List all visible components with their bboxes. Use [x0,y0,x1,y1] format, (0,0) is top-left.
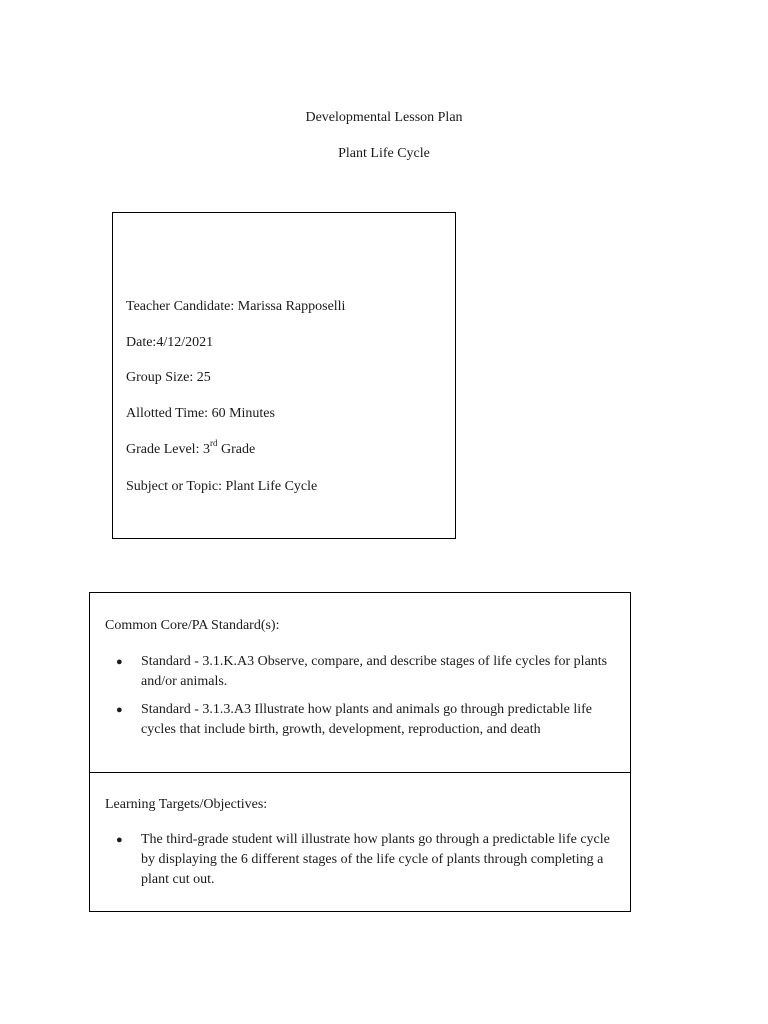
lesson-date: Date:4/12/2021 [126,335,214,350]
teacher-candidate: Teacher Candidate: Marissa Rapposelli [126,299,346,314]
standards-heading: Common Core/PA Standard(s): [105,618,280,633]
standards-objectives-table [89,592,631,912]
grade-level-suffix: Grade [217,442,256,457]
document-subtitle: Plant Life Cycle [338,146,430,161]
standard-text: Standard - 3.1.3.A3 Illustrate how plants and animals go through predictable life cycles that include birth, growth, development, reproduction, and death [141,702,593,737]
allotted-time: Allotted Time: 60 Minutes [126,406,275,421]
document-title: Developmental Lesson Plan [305,110,463,125]
objectives-heading: Learning Targets/Objectives: [105,797,268,812]
bullet-icon: ● [116,704,123,716]
grade-level-prefix: Grade Level: 3 [126,442,210,457]
group-size: Group Size: 25 [126,370,211,385]
objective-text: The third-grade student will illustrate how plants go through a predictable life cycle by displaying the 6 different stages of the life cycle of plants through completing a plant cut out. [141,832,610,887]
lesson-info-box [112,212,456,539]
bullet-icon: ● [116,656,123,668]
bullet-icon: ● [116,834,123,846]
standard-text: Standard - 3.1.K.A3 Observe, compare, and describe stages of life cycles for plants and/or animals. [141,654,608,689]
subject-topic: Subject or Topic: Plant Life Cycle [126,479,318,494]
grade-level-ordinal: rd [209,438,218,449]
table-row-divider [90,772,630,773]
grade-level [126,438,256,459]
